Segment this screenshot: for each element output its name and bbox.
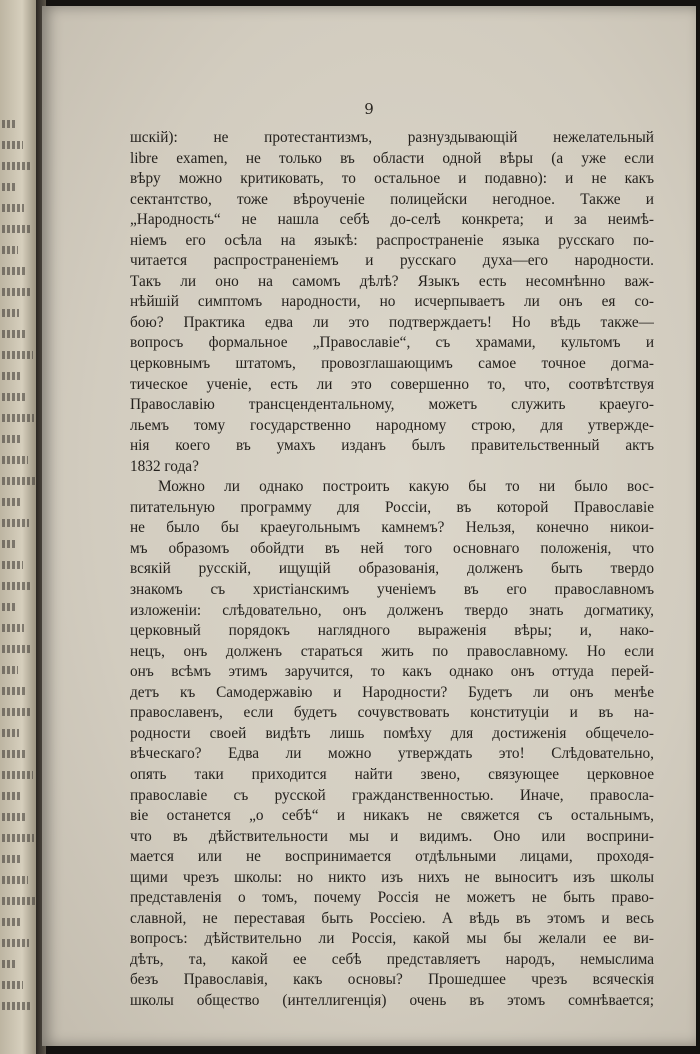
text-line: безъ Православія, какъ основы? Прошедшее чрезъ всяческія <box>130 971 654 989</box>
text-line: шскій): не протестантизмъ, разнуздывающій нежелательный <box>130 129 654 146</box>
text-line: что въ дѣйствительности мы и видимъ. Оно или восприни- <box>130 827 654 845</box>
text-line: изложеніи: слѣдовательно, онъ долженъ твердо знать догматику, <box>130 601 654 619</box>
previous-page-text-fragment <box>2 708 32 716</box>
previous-page-text-fragment <box>2 1002 30 1010</box>
previous-page-text-fragment <box>2 918 22 926</box>
text-line: сектантство, тоже вѣроученіе полицейски негодное. Также и <box>130 190 654 208</box>
previous-page-text-fragment <box>2 540 16 548</box>
previous-page-text-fragment <box>2 519 29 527</box>
previous-page-text-fragment <box>2 162 30 170</box>
previous-page-text-fragment <box>2 141 23 149</box>
text-line: libre examen, не только въ области одной вѣры (а уже если <box>130 149 654 167</box>
text-line: опять таки приходится найти звено, связующее церковное <box>130 765 654 783</box>
text-line: мъ образомъ обойдти въ ней того основнаго положенія, что <box>130 539 654 557</box>
text-line: школы общество (интеллигенція) очень въ этомъ сомнѣвается; <box>130 991 654 1009</box>
previous-page-text-fragment <box>2 582 30 590</box>
previous-page-text-fragment <box>2 477 35 485</box>
page-number: 9 <box>364 100 374 118</box>
text-line: знакомъ съ христіанскимъ ученіемъ въ его православномъ <box>130 581 654 599</box>
text-line: віе останется „о себѣ“ и никакъ не свяжется съ остальнымъ, <box>130 807 654 825</box>
previous-page-text-fragment <box>2 981 23 989</box>
previous-page-text-fragment <box>2 897 35 905</box>
text-line: нецъ, онъ долженъ стараться жить по православному. Но если <box>130 642 654 660</box>
previous-page-text-fragment <box>2 687 25 695</box>
previous-page-text-fragment <box>2 960 16 968</box>
text-line: льемъ тому государственно народному строю, для утвержде- <box>130 416 654 434</box>
previous-page-text-fragment <box>2 624 24 632</box>
text-line: Такъ ли оно на самомъ дѣлѣ? Языкъ есть несомнѣнно важ- <box>130 272 654 290</box>
previous-page-edge <box>0 0 40 1054</box>
text-line: бою? Практика едва ли это подтверждаетъ! Но вѣдь также— <box>130 313 654 331</box>
text-line: онъ всѣмъ этимъ заручится, то какъ однако онъ оттуда перей- <box>130 663 654 681</box>
text-line: церковный порядокъ наглядного выраженія вѣры; и, нако- <box>130 622 654 640</box>
text-line: дѣть, та, какой ее себѣ представляетъ народъ, немыслима <box>130 950 654 968</box>
previous-page-text-fragment <box>2 183 17 191</box>
text-line: нія коего въ умахъ изданъ былъ правительственный актъ <box>130 437 654 455</box>
previous-page-text-fragment <box>2 876 28 884</box>
previous-page-text-fragment <box>2 498 22 506</box>
page-text <box>130 128 654 1012</box>
text-line: читается распространеніемъ и русскаго духа—его народности. <box>130 252 654 270</box>
previous-page-text-fragment <box>2 246 18 254</box>
text-line: представленія о томъ, почему Россія не можетъ не быть право- <box>130 889 654 907</box>
previous-page-text-fragment <box>2 288 32 296</box>
previous-page-text-fragment <box>2 456 28 464</box>
previous-page-text-fragment <box>2 120 16 128</box>
previous-page-text-fragment <box>2 351 33 359</box>
text-line: вопросъ формальное „Православіе“, съ храмами, культомъ и <box>130 334 654 352</box>
previous-page-text-fragment <box>2 561 23 569</box>
previous-page-text-fragment <box>2 372 20 380</box>
previous-page-text-fragment <box>2 603 17 611</box>
text-line: вопросъ: дѣйствительно ли Россія, какой мы бы желали ее ви- <box>130 930 654 948</box>
text-line: Можно ли однако построить какую бы то ни было вос- <box>158 478 654 496</box>
previous-page-text-fragment <box>2 771 33 779</box>
previous-page-text-fragment <box>2 750 26 758</box>
previous-page-text-fragment <box>2 435 21 443</box>
text-line: 1832 года? <box>130 457 199 475</box>
previous-page-text-fragment <box>2 939 29 947</box>
text-line: мается или не воспринимается отдѣльными лицами, проходя- <box>130 848 654 866</box>
previous-page-text-fragment <box>2 855 21 863</box>
previous-page-text-fragment <box>2 414 34 422</box>
previous-page-text-fragment <box>2 792 20 800</box>
text-line: детъ къ Самодержавію и Народности? Будетъ ли онъ менѣе <box>130 683 654 701</box>
previous-page-text-fragment <box>2 834 34 842</box>
previous-page-text-fragment <box>2 330 26 338</box>
text-line: „Народность“ не нашла себѣ до-селѣ конкрета; и за неимѣ- <box>130 211 654 229</box>
text-line: вѣру можно критиковать, то остальное и подавно): и не какъ <box>130 170 654 188</box>
text-line: всякій русскій, ищущій образованія, долженъ быть твердо <box>130 560 654 578</box>
text-line: родности своей видѣть лишь помѣху для достиженія общечело- <box>130 724 654 742</box>
text-line: славной, не переставая быть Россіею. А вѣдь въ этомъ и весь <box>130 909 654 927</box>
text-line: православіе съ русской гражданственностью. Иначе, правосла- <box>130 786 654 804</box>
previous-page-text-fragment <box>2 267 25 275</box>
text-line: питательную программу для Россіи, въ которой Православіе <box>130 498 654 516</box>
text-line: вѣческаго? Едва ли можно утверждать это! Слѣдовательно, <box>130 745 654 763</box>
previous-page-text-fragment <box>2 645 31 653</box>
text-line: не было бы краеугольнымъ камнемъ? Нельзя, конечно никои- <box>130 519 654 537</box>
previous-page-text-fragment <box>2 393 27 401</box>
previous-page-text-fragment <box>2 729 19 737</box>
previous-page-text-fragment <box>2 309 19 317</box>
text-line: Православію трансцендентальному, можетъ служить краеуго- <box>130 396 654 414</box>
text-line: православенъ, если будетъ сочувствовать конституціи и въ на- <box>130 704 654 722</box>
text-line: тическое ученіе, есть ли это совершенно то, что, соотвѣтствуя <box>130 375 654 393</box>
previous-page-text-fragment <box>2 666 18 674</box>
text-line: нѣйшій симптомъ народности, но исчерпываетъ ли онъ ея со- <box>130 293 654 311</box>
text-line: ніемъ его осѣла на языкѣ: распространеніе языка русскаго по- <box>130 231 654 249</box>
previous-page-text-fragment <box>2 225 31 233</box>
text-line: церковнымъ штатомъ, провозглашающимъ самое точное догма- <box>130 355 654 373</box>
book-page <box>42 6 696 1046</box>
previous-page-text-fragment <box>2 813 27 821</box>
previous-page-text-fragment <box>2 204 24 212</box>
text-line: щими чрезъ школы: но никто изъ нихъ не выноситъ изъ школы <box>130 868 654 886</box>
